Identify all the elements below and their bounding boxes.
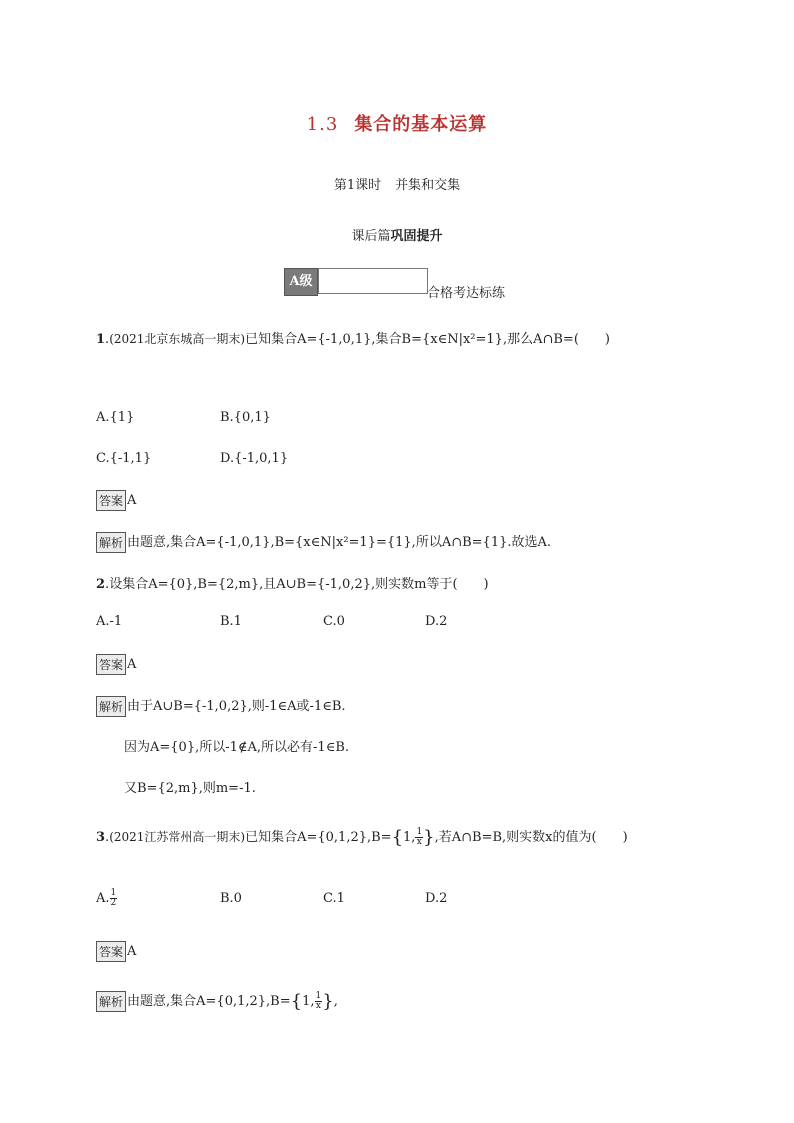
q2-option-b: B.1 — [220, 614, 242, 629]
q1-option-a: A.{1} — [96, 410, 135, 425]
lesson-topic: 并集和交集 — [395, 178, 461, 193]
fraction — [110, 889, 118, 908]
option-prefix: A. — [96, 891, 110, 906]
question-source: (2021江苏常州高一期末) — [109, 830, 246, 844]
q1-answer — [96, 490, 136, 511]
title-text: 集合的基本运算 — [354, 114, 488, 135]
analysis-text: 由题意,集合A={-1,0,1},B={x∈N|x²=1}={1},所以A∩B={1}.故选A. — [127, 535, 552, 550]
q3-option-d: D.2 — [425, 891, 448, 906]
fraction-numerator: 1 — [315, 991, 322, 1001]
page-title — [0, 110, 794, 136]
q3-analysis — [96, 990, 338, 1012]
question-3-stem: 3.(2021江苏常州高一期末)已知集合A={0,1,2},B={1, $\frac{1}{x}$ },若A∩B=B,则实数x的值为( ) — [96, 827, 628, 848]
answer-label: 答案 — [96, 654, 126, 675]
fraction-numerator: 1 — [416, 827, 423, 837]
q3-option-c: C.1 — [323, 891, 345, 906]
q1-option-d: D.{-1,0,1} — [220, 451, 289, 466]
q3-option-a — [96, 889, 117, 908]
stem-part: A={-1,0,1},集合 — [297, 332, 402, 347]
level-text: 合格考达标练 — [427, 286, 506, 301]
brace-open: { — [391, 827, 404, 848]
lesson-subtitle — [0, 174, 794, 193]
q2-analysis-line-3: 又B={2,m},则m=-1. — [124, 781, 256, 796]
answer-value: A — [127, 944, 137, 959]
analysis-label: 解析 — [96, 991, 126, 1012]
brace-open: { — [290, 991, 303, 1012]
brace-close: } — [322, 991, 334, 1012]
question-number: 1 — [96, 332, 106, 347]
level-badge: A级 — [284, 268, 318, 296]
q2-analysis — [96, 695, 346, 717]
answer-label: 答案 — [96, 490, 126, 511]
section-bold: 巩固提升 — [390, 229, 443, 244]
stem-text: 设集合A={0},B={2,m},且A∪B={-1,0,2},则实数m等于( ) — [109, 577, 489, 592]
answer-value: A — [127, 657, 137, 672]
q1-option-c: C.{-1,1} — [96, 451, 152, 466]
set-element: 1, — [403, 830, 416, 845]
q2-option-c: C.0 — [323, 614, 345, 629]
question-number: 3 — [96, 830, 106, 845]
lesson-number: 第1课时 — [333, 178, 382, 193]
level-blank-box — [318, 268, 428, 294]
fraction-denominator: x — [416, 837, 422, 847]
q2-option-a: A.-1 — [96, 614, 123, 629]
stem-part: 已知集合A={0,1,2},B= — [245, 830, 392, 845]
question-2-stem: 2.设集合A={0},B={2,m},且A∪B={-1,0,2},则实数m等于( ) — [96, 577, 489, 592]
stem-part: 已知集合 — [245, 332, 298, 347]
question-source: (2021北京东城高一期末) — [109, 332, 246, 346]
section-prefix: 课后篇 — [351, 229, 391, 244]
stem-part: ,若A∩B=B,则实数x的值为( ) — [434, 830, 628, 845]
brace-close: } — [423, 827, 435, 848]
q3-answer — [96, 941, 136, 962]
question-1-stem: 1.(2021北京东城高一期末)已知集合A={-1,0,1},集合B={x∈N|x²=1},那么A∩B=( ) — [96, 332, 610, 347]
q3-option-b: B.0 — [220, 891, 242, 906]
analysis-end: , — [333, 994, 338, 1009]
q2-answer — [96, 654, 136, 675]
fraction — [415, 828, 423, 847]
q2-analysis-line-2: 因为A={0},所以-1∉A,所以必有-1∈B. — [124, 740, 350, 755]
q1-option-b: B.{0,1} — [220, 410, 271, 425]
analysis-label: 解析 — [96, 532, 126, 553]
analysis-text: 由于A∪B={-1,0,2},则-1∈A或-1∈B. — [127, 699, 346, 714]
fraction-denominator: x — [315, 1001, 321, 1011]
section-number: 1.3 — [306, 114, 339, 135]
fraction-numerator: 1 — [110, 888, 117, 898]
answer-value: A — [127, 493, 137, 508]
fraction-denominator: 2 — [110, 898, 117, 908]
analysis-label: 解析 — [96, 696, 126, 717]
q2-option-d: D.2 — [425, 614, 448, 629]
analysis-text: 由题意,集合A={0,1,2},B= — [127, 994, 291, 1009]
q1-analysis — [96, 531, 551, 553]
stem-part: B={x∈N|x²=1},那么 — [401, 332, 534, 347]
stem-part: A∩B=( ) — [533, 332, 610, 347]
answer-label: 答案 — [96, 941, 126, 962]
question-number: 2 — [96, 577, 106, 592]
set-element: 1, — [302, 994, 315, 1009]
section-heading — [0, 225, 794, 244]
